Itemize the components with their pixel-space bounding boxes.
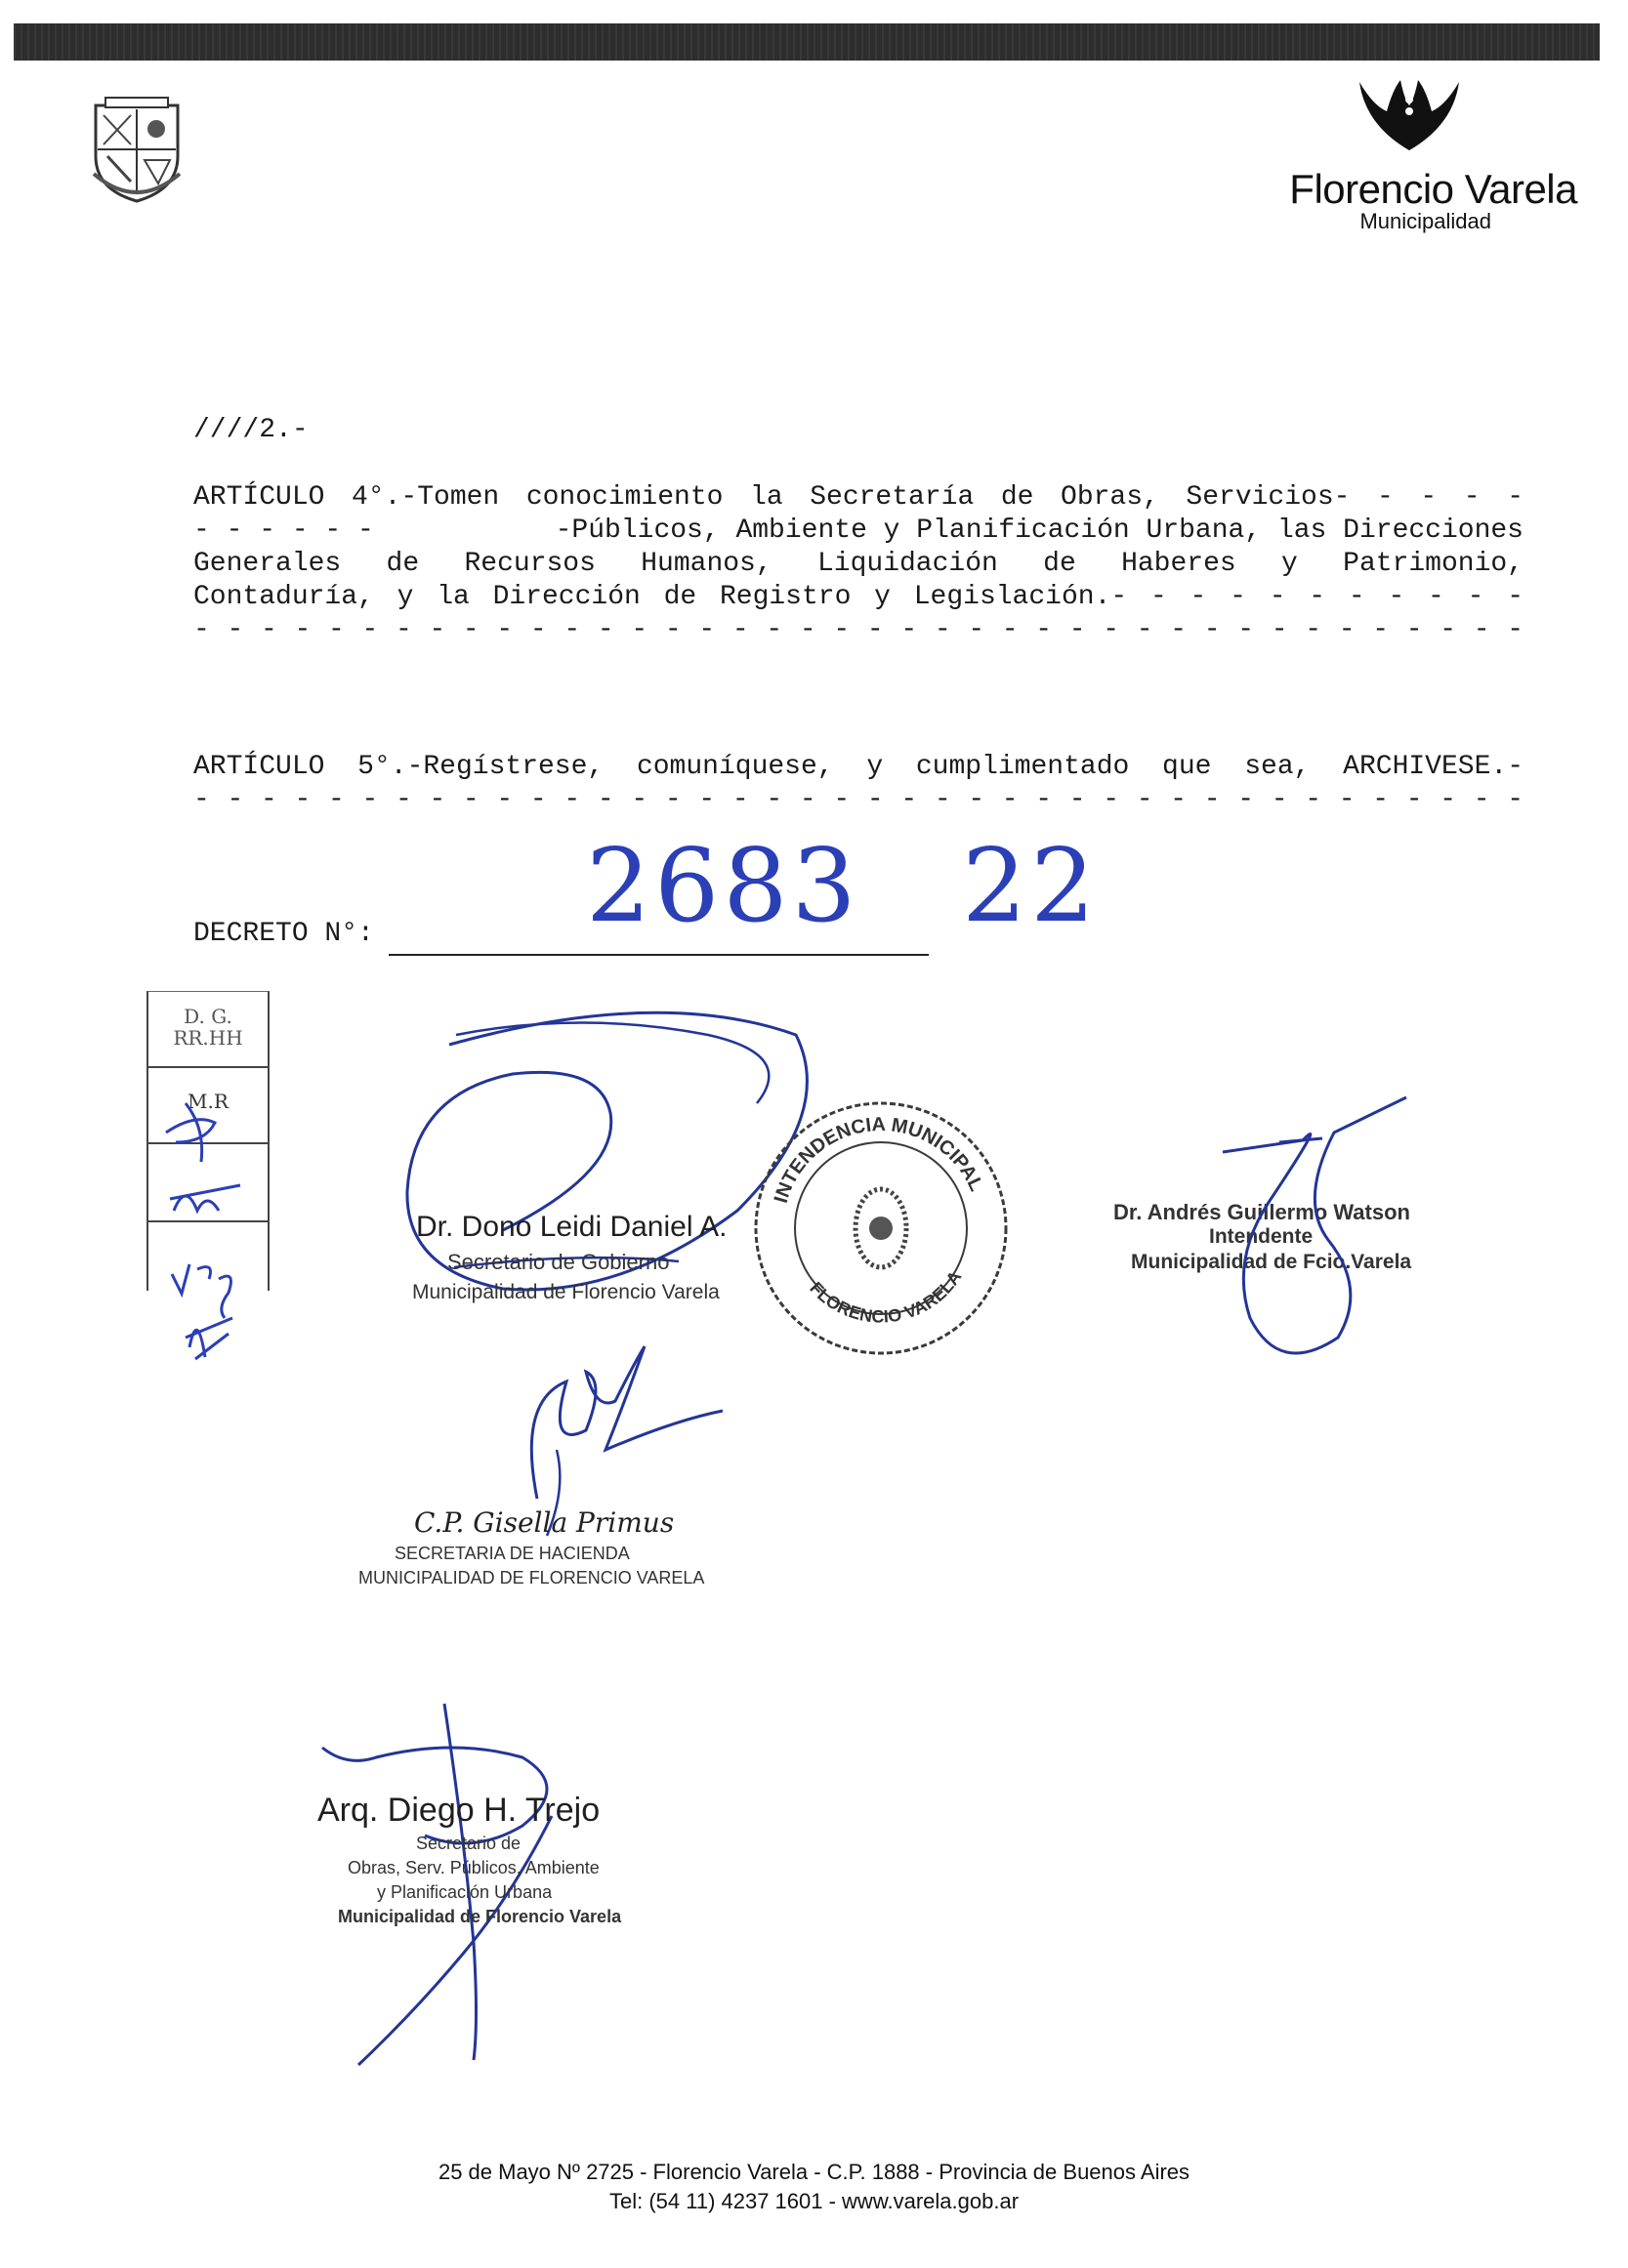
intendente-signature-scribble	[1221, 1093, 1416, 1377]
municipal-seal-stamp	[744, 1092, 1018, 1365]
scan-top-bar	[14, 23, 1600, 61]
footer-address: 25 de Mayo Nº 2725 - Florencio Varela - C.P. 1888 - Provincia de Buenos Aires	[438, 2160, 1190, 2184]
art5-line1: ARTÍCULO 5°.-Regístrese, comuníquese, y cumplimentado que sea, ARCHIVESE.-	[193, 752, 1524, 782]
decree-underline	[389, 954, 929, 956]
decree-number: 2683	[586, 826, 860, 945]
gobierno-signer-role: Secretario de Gobierno	[447, 1250, 670, 1274]
seal-text-top: INTENDENCIA MUNICIPAL	[770, 1113, 987, 1206]
hacienda-signer-name: C.P. Gisella Primus	[414, 1506, 675, 1539]
gobierno-signer-name: Dr. Dono Leidi Daniel A.	[416, 1211, 728, 1243]
obras-signer-name: Arq. Diego H. Trejo	[317, 1792, 601, 1829]
logo-subtitle: Municipalidad	[1359, 209, 1491, 233]
obras-signer-line4: Municipalidad de Florencio Varela	[338, 1907, 622, 1926]
obras-signer-line1: Secretario de	[416, 1834, 522, 1853]
logo-name: Florencio Varela	[1289, 166, 1577, 212]
art4-line4: Contaduría, y la Dirección de Registro y Legislación.- - - - - - - - - - -	[193, 582, 1524, 612]
rrhh-initials-signatures	[146, 1084, 273, 1367]
florencio-varela-logo-icon	[1356, 76, 1463, 154]
rrhh-title-cell	[148, 992, 268, 1068]
decree-year: 22	[962, 826, 1100, 945]
rrhh-title-line1: D. G.	[184, 1005, 232, 1028]
art4-line2-text: -Públicos, Ambiente y Planificación Urbana, las Direcciones	[555, 515, 1524, 546]
gobierno-signer-org: Municipalidad de Florencio Varela	[412, 1281, 720, 1303]
art4-line2	[193, 515, 1524, 548]
seal-text-bottom: FLORENCIO VARELA	[806, 1267, 966, 1327]
intendente-signer-org: Municipalidad de Fcio.Varela	[1131, 1251, 1412, 1273]
rrhh-cell-mr: M.R	[148, 1070, 268, 1144]
page-marker: ////2.-	[193, 415, 309, 445]
intendente-signer-name: Dr. Andrés Guillermo Watson	[1113, 1200, 1410, 1224]
rrhh-title-line2: RR.HH	[173, 1026, 243, 1050]
obras-signer-line2: Obras, Serv. Públicos, Ambiente	[348, 1858, 600, 1877]
hacienda-signer-org: MUNICIPALIDAD DE FLORENCIO VARELA	[358, 1568, 705, 1588]
art4-line5: - - - - - - - - - - - - - - - - - - - - - - - - - - - - - - - - - - - - - - - -	[193, 615, 1524, 645]
footer-contact: Tel: (54 11) 4237 1601 - www.varela.gob.ar	[608, 2189, 1020, 2213]
obras-signer-line3: y Planificación Urbana	[377, 1882, 553, 1902]
art4-line2-dashes: - - - - - -	[193, 515, 374, 546]
hacienda-signer-role: SECRETARIA DE HACIENDA	[395, 1544, 630, 1563]
intendente-signer-role: Intendente	[1209, 1225, 1314, 1248]
art4-line1: ARTÍCULO 4°.-Tomen conocimiento la Secretaría de Obras, Servicios- - - - -	[193, 482, 1524, 513]
art5-line2: - - - - - - - - - - - - - - - - - - - - - - - - - - - - - - - - - - - - - - - -	[193, 785, 1524, 815]
municipal-crest-icon	[88, 96, 186, 205]
art4-line3: Generales de Recursos Humanos, Liquidación de Haberes y Patrimonio,	[193, 549, 1524, 579]
decree-label: DECRETO N°:	[193, 919, 374, 949]
